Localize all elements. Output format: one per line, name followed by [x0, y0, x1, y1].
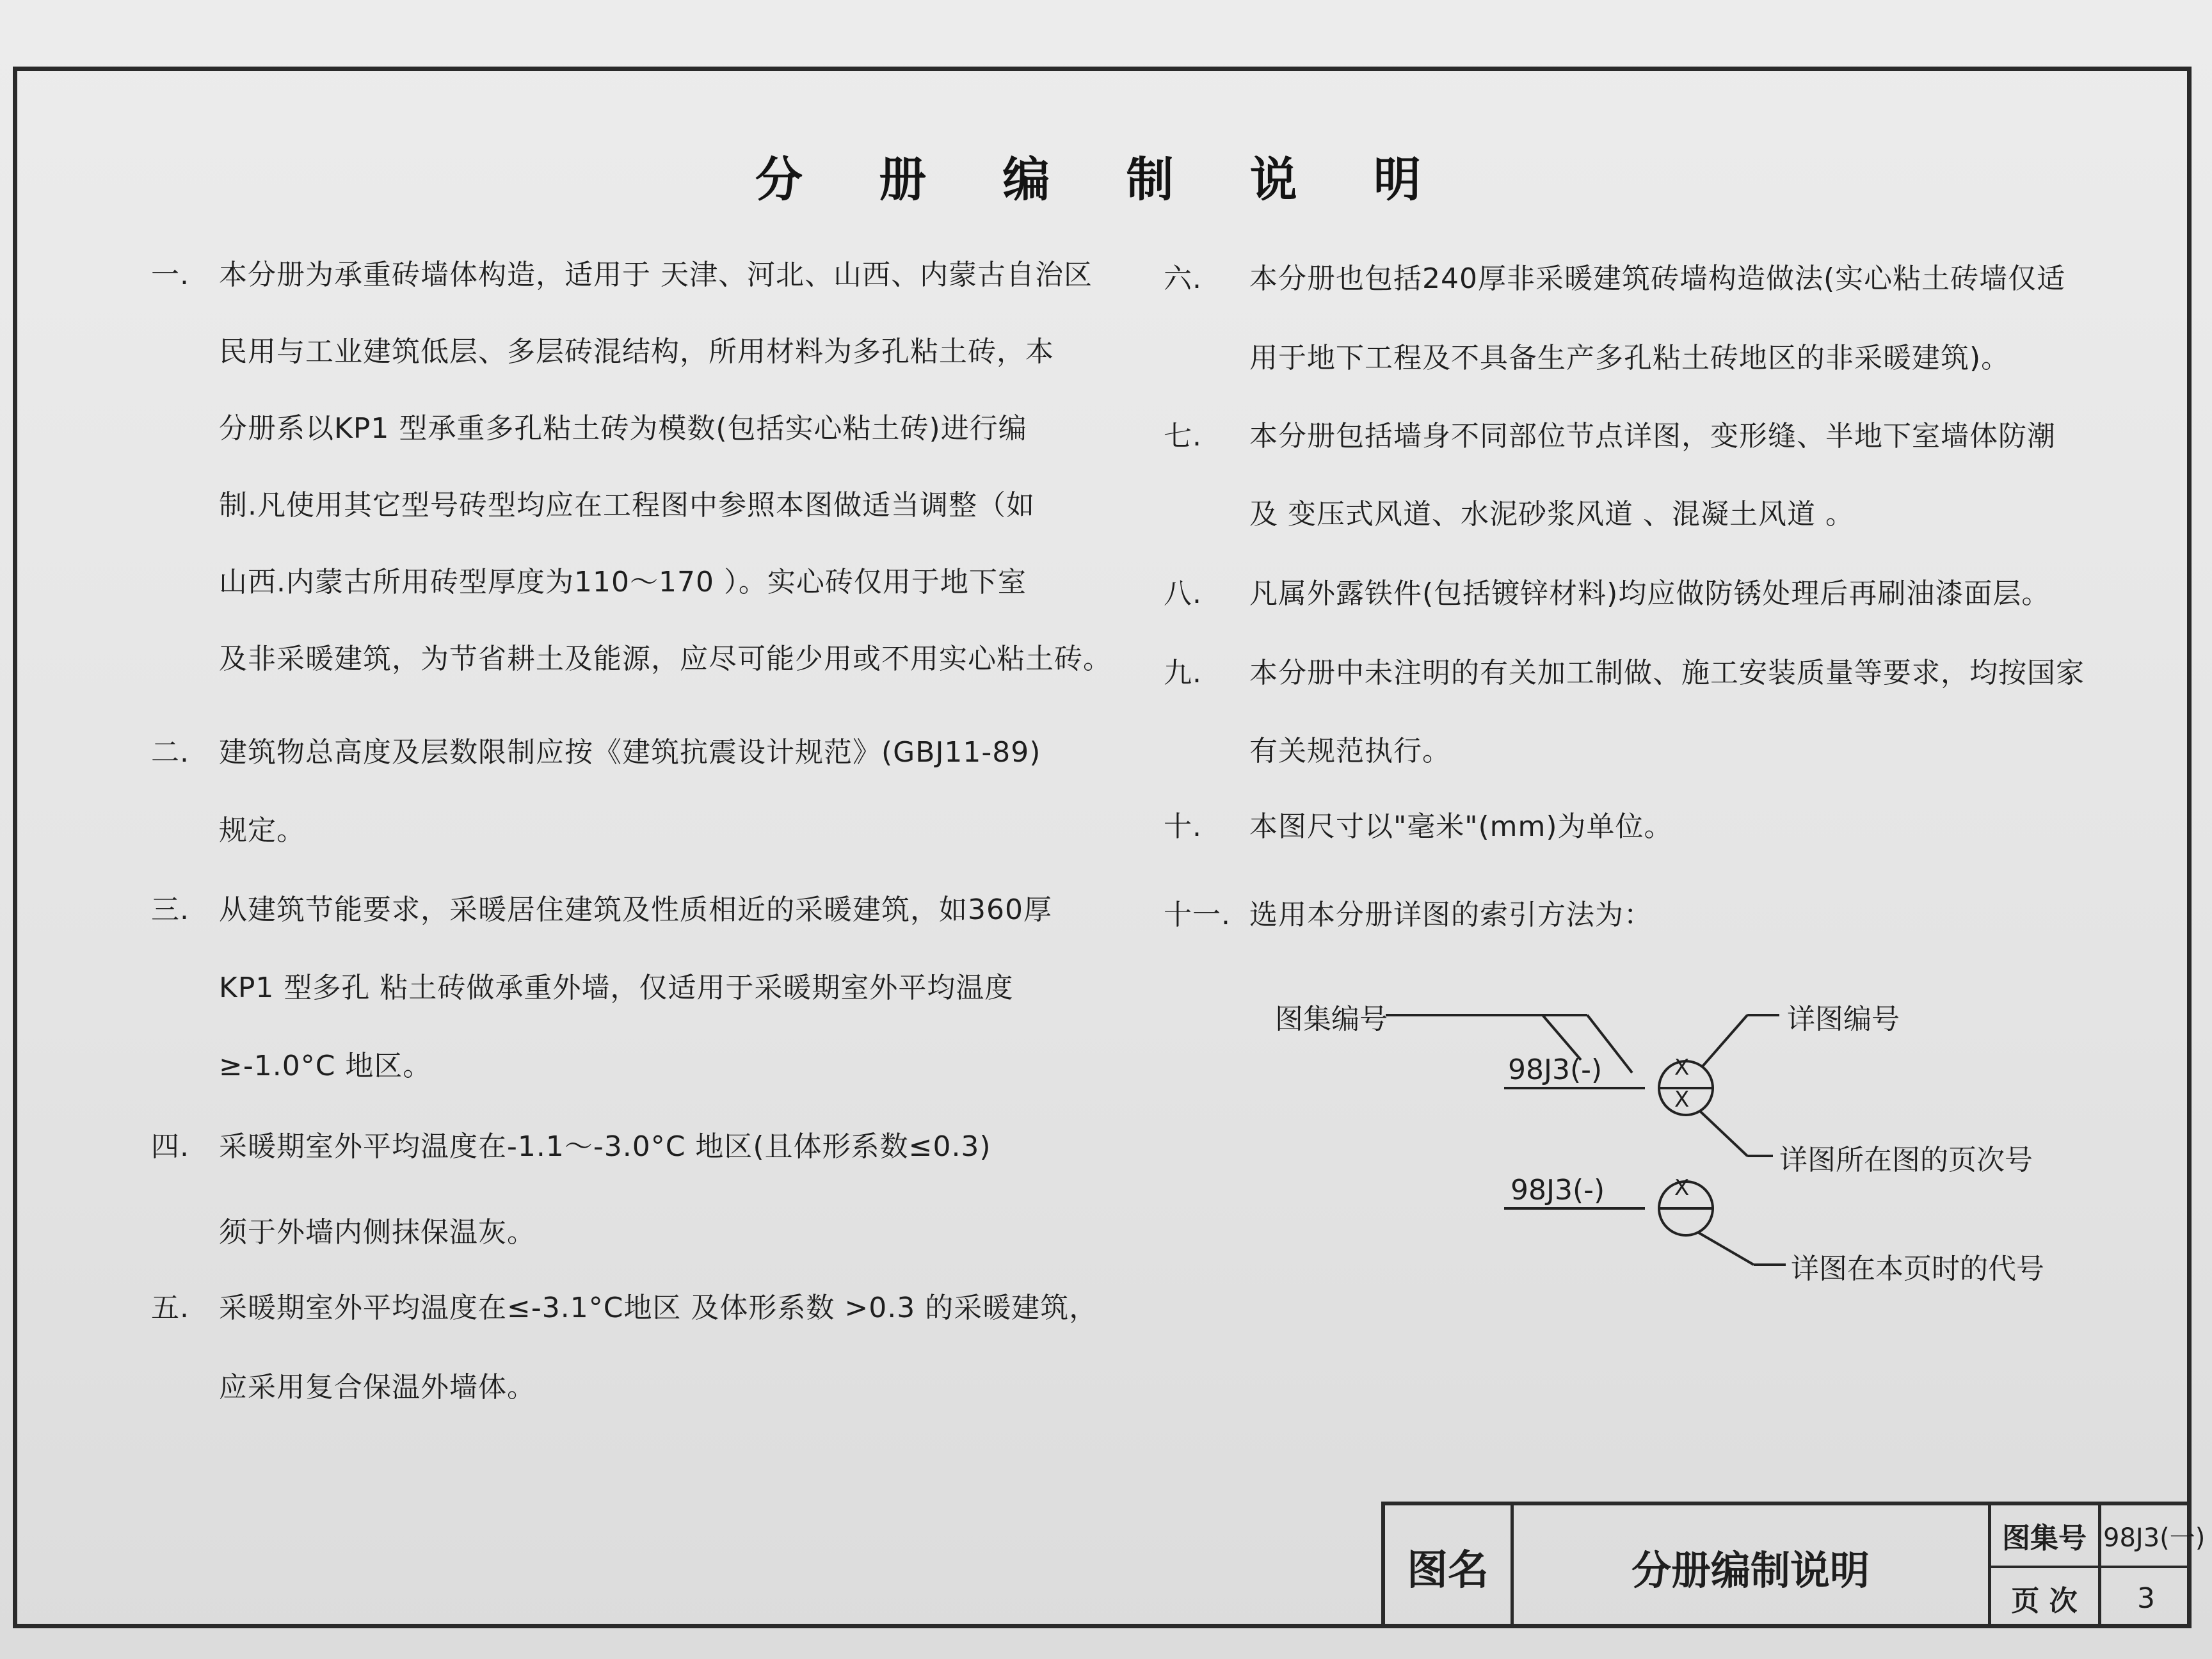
note-line: 及非采暖建筑，为节省耕土及能源，应尽可能少用或不用实心粘土砖。	[219, 643, 1112, 675]
title-char: 明	[1373, 152, 1421, 207]
note-number: 十.	[1164, 810, 1202, 843]
code-label-2: 98J3(-)	[1511, 1174, 1605, 1206]
note-line: 制.凡使用其它型号砖型均应在工程图中参照本图做适当调整（如	[219, 489, 1035, 522]
note-line: 须于外墙内侧抹保温灰。	[219, 1216, 536, 1249]
drawing-name-value: 分册编制说明	[1631, 1546, 1870, 1594]
note-number: 九.	[1164, 657, 1202, 689]
note-line: 应采用复合保温外墙体。	[219, 1371, 536, 1404]
note-line: 采暖期室外平均温度在≤-3.1°C地区 及体形系数 >0.3 的采暖建筑，	[219, 1292, 1098, 1324]
note-line: 从建筑节能要求，采暖居住建筑及性质相近的采暖建筑，如360厚	[219, 894, 1052, 926]
note-number: 二.	[151, 736, 189, 769]
detail-mark-top: X	[1674, 1055, 1690, 1080]
page-field-label: 页 次	[2011, 1585, 2078, 1617]
drawing-name-label: 图名	[1407, 1547, 1489, 1594]
note-line: 本分册中未注明的有关加工制做、施工安装质量等要求，均按国家	[1249, 657, 2085, 689]
note-line: 本分册也包括240厚非采暖建筑砖墙构造做法(实心粘土砖墙仅适	[1249, 262, 2066, 295]
atlas-number-field-label: 图集号	[2002, 1522, 2087, 1555]
index-method-diagram	[1261, 979, 2157, 1312]
note-line: 采暖期室外平均温度在-1.1～-3.0°C 地区(且体形系数≤0.3)	[219, 1130, 991, 1163]
note-number: 三.	[151, 894, 189, 926]
note-line: 山西.内蒙古所用砖型厚度为110～170 ）。实心砖仅用于地下室	[219, 566, 1027, 598]
note-number: 七.	[1164, 420, 1202, 453]
note-line: 有关规范执行。	[1249, 735, 1451, 767]
same-page-code-label: 详图在本页时的代号	[1791, 1253, 2044, 1285]
note-number: 五.	[151, 1292, 189, 1324]
note-number: 十一.	[1164, 899, 1231, 931]
note-number: 六.	[1164, 262, 1202, 295]
detail-mark-same-page: X	[1674, 1175, 1690, 1201]
note-line: ≥-1.0°C 地区。	[219, 1050, 432, 1082]
title-block	[1381, 1502, 2206, 1628]
code-label-1: 98J3(-)	[1508, 1054, 1603, 1086]
note-line: 建筑物总高度及层数限制应按《建筑抗震设计规范》(GBJ11-89)	[219, 736, 1041, 769]
title-char: 册	[879, 152, 927, 207]
note-line: 本图尺寸以"毫米"(mm)为单位。	[1249, 810, 1673, 843]
atlas-number-value: 98J3(一)	[2103, 1523, 2206, 1553]
note-line: KP1 型多孔 粘土砖做承重外墙，仅适用于采暖期室外平均温度	[219, 972, 1014, 1004]
note-line: 选用本分册详图的索引方法为：	[1249, 899, 1653, 931]
page-title	[755, 147, 1421, 205]
note-line: 民用与工业建筑低层、多层砖混结构，所用材料为多孔粘土砖，本	[219, 335, 1054, 368]
note-number: 四.	[151, 1130, 189, 1163]
note-line: 及 变压式风道、水泥砂浆风道 、混凝土风道 。	[1249, 498, 1854, 531]
note-line: 凡属外露铁件(包括镀锌材料)均应做防锈处理后再刷油漆面层。	[1249, 577, 2051, 610]
title-char: 分	[755, 152, 803, 207]
page-value: 3	[2137, 1582, 2155, 1615]
detail-number-label: 详图编号	[1787, 1003, 1900, 1036]
page-number-label: 详图所在图的页次号	[1779, 1144, 2033, 1176]
note-number: 一.	[151, 259, 189, 291]
note-line: 用于地下工程及不具备生产多孔粘土砖地区的非采暖建筑)。	[1249, 342, 2010, 374]
note-line: 本分册包括墙身不同部位节点详图，变形缝、半地下室墙体防潮	[1249, 420, 2056, 453]
title-char: 说	[1249, 152, 1297, 207]
title-char: 编	[1002, 152, 1050, 207]
atlas-number-label: 图集编号	[1275, 1003, 1388, 1036]
title-char: 制	[1126, 152, 1174, 207]
note-number: 八.	[1164, 577, 1202, 610]
note-line: 分册系以KP1 型承重多孔粘土砖为模数(包括实心粘土砖)进行编	[219, 412, 1027, 445]
detail-mark-bottom: X	[1674, 1087, 1690, 1112]
note-line: 本分册为承重砖墙体构造，适用于 天津、河北、山西、内蒙古自治区	[219, 259, 1093, 291]
note-line: 规定。	[219, 814, 305, 847]
